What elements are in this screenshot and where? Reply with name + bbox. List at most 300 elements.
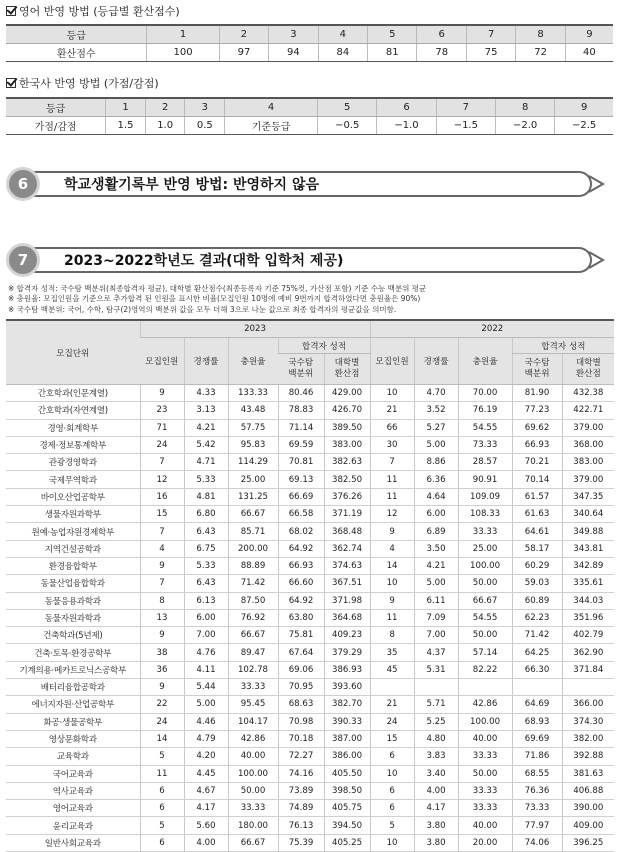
data-cell: 76.36 — [512, 782, 562, 799]
data-cell: 7.00 — [184, 627, 228, 644]
data-cell: 40.00 — [228, 748, 278, 765]
data-cell: 5.00 — [184, 696, 228, 713]
data-cell: 376.26 — [324, 488, 370, 505]
unit-name-cell: 바이오산업공학부 — [6, 488, 140, 505]
data-cell: 362.74 — [324, 540, 370, 557]
data-cell: 15 — [370, 730, 414, 747]
data-cell: 66.67 — [228, 627, 278, 644]
grade-value-cell: 1.5 — [106, 117, 146, 135]
data-cell: 24 — [140, 713, 184, 730]
data-cell: 362.90 — [562, 644, 614, 661]
data-cell: 71.86 — [512, 748, 562, 765]
data-cell: 379.00 — [562, 419, 614, 436]
data-cell: 61.63 — [512, 506, 562, 523]
data-cell: 23 — [140, 402, 184, 419]
grade-value-cell: 94 — [269, 44, 318, 62]
data-cell: 68.63 — [278, 696, 324, 713]
data-cell: 76.92 — [228, 609, 278, 626]
data-cell: 80.46 — [278, 385, 324, 402]
univ-score-header: 대학별 환산점 — [324, 354, 370, 385]
data-cell: 102.78 — [228, 661, 278, 678]
data-cell: 70.81 — [278, 454, 324, 471]
unit-name-cell: 에너지자원·산업공학부 — [6, 696, 140, 713]
data-cell: 61.57 — [512, 488, 562, 505]
unit-name-cell: 화공·생물공학부 — [6, 713, 140, 730]
data-cell: 11 — [370, 471, 414, 488]
data-cell — [370, 679, 414, 696]
data-cell: 344.03 — [562, 592, 614, 609]
unit-name-cell: 간호학과(자연계열) — [6, 402, 140, 419]
data-cell: 64.92 — [278, 540, 324, 557]
data-cell: 81.90 — [512, 385, 562, 402]
table-row — [6, 557, 614, 574]
data-cell: 15 — [140, 506, 184, 523]
data-cell: 6.36 — [414, 471, 458, 488]
data-cell: 5.25 — [414, 713, 458, 730]
data-cell: 6.80 — [184, 506, 228, 523]
data-cell: 62.23 — [512, 609, 562, 626]
unit-name-cell: 교육학과 — [6, 748, 140, 765]
data-cell: 57.75 — [228, 419, 278, 436]
data-cell: 3.50 — [414, 540, 458, 557]
data-cell: 60.89 — [512, 592, 562, 609]
data-cell: 21 — [370, 402, 414, 419]
data-cell: 43.48 — [228, 402, 278, 419]
history-title-text: 한국사 반영 방법 (가점/감점) — [19, 77, 159, 90]
data-cell: 25.00 — [458, 540, 512, 557]
data-cell: 340.64 — [562, 506, 614, 523]
grade-cell: 4 — [318, 25, 367, 44]
data-cell: 6.13 — [184, 592, 228, 609]
data-cell: 40.00 — [458, 730, 512, 747]
data-cell: 22 — [140, 696, 184, 713]
data-cell: 422.71 — [562, 402, 614, 419]
data-cell: 66.58 — [278, 506, 324, 523]
data-cell: 69.69 — [512, 730, 562, 747]
data-cell: 64.61 — [512, 523, 562, 540]
data-cell: 405.75 — [324, 800, 370, 817]
data-cell: 383.00 — [324, 436, 370, 453]
data-cell: 3.83 — [414, 748, 458, 765]
data-cell: 54.55 — [458, 419, 512, 436]
grade-header-label: 등급 — [6, 25, 147, 44]
data-cell: 405.50 — [324, 765, 370, 782]
data-cell: 382.70 — [324, 696, 370, 713]
data-cell: 131.25 — [228, 488, 278, 505]
footnotes — [8, 284, 426, 315]
unit-name-cell: 일반사회교육과 — [6, 834, 140, 851]
data-cell: 109.09 — [458, 488, 512, 505]
data-cell: 90.91 — [458, 471, 512, 488]
table-row — [6, 748, 614, 765]
data-cell: 4.33 — [184, 385, 228, 402]
grade-value-cell: 0.5 — [185, 117, 225, 135]
grade-cell: 2 — [219, 25, 268, 44]
grade-value-cell: −2.5 — [555, 117, 613, 135]
data-cell: 87.50 — [228, 592, 278, 609]
table-row — [6, 540, 614, 557]
data-cell: 374.30 — [562, 713, 614, 730]
data-cell: 386.93 — [324, 661, 370, 678]
unit-name-cell: 경영·회계학부 — [6, 419, 140, 436]
data-cell: 14 — [370, 557, 414, 574]
data-cell: 82.22 — [458, 661, 512, 678]
data-cell: 6.11 — [414, 592, 458, 609]
table-row — [6, 454, 614, 471]
data-cell: 4.45 — [184, 765, 228, 782]
data-cell: 10 — [370, 385, 414, 402]
data-cell: 69.59 — [278, 436, 324, 453]
unit-name-cell: 영어교육과 — [6, 800, 140, 817]
data-cell: 70.18 — [278, 730, 324, 747]
footnote: ※ 국수탐 백분위: 국어, 수학, 탐구(2)영역의 백분위 값을 모두 더해 3으로 나눈 값으로 최종 합격자의 평균값을 의미함. — [8, 304, 397, 314]
data-cell: 6.43 — [184, 575, 228, 592]
unit-name-cell: 경제·정보통계학부 — [6, 436, 140, 453]
data-cell: 5.33 — [184, 557, 228, 574]
data-cell: 7 — [140, 523, 184, 540]
data-cell: 6.00 — [184, 609, 228, 626]
data-cell: 70.98 — [278, 713, 324, 730]
grade-value-cell: 75 — [466, 44, 515, 62]
data-cell: 3.13 — [184, 402, 228, 419]
data-cell: 5.33 — [184, 471, 228, 488]
data-cell: 10 — [370, 765, 414, 782]
data-cell: 5.71 — [414, 696, 458, 713]
data-cell: 66 — [370, 419, 414, 436]
unit-name-cell: 역사교육과 — [6, 782, 140, 799]
data-cell: 68.02 — [278, 523, 324, 540]
grade-value-cell: −1.5 — [436, 117, 495, 135]
data-cell: 5.60 — [184, 817, 228, 834]
data-cell: 78.83 — [278, 402, 324, 419]
grade-value-cell: 97 — [219, 44, 268, 62]
data-cell: 35 — [370, 644, 414, 661]
data-cell: 371.84 — [562, 661, 614, 678]
table-row — [6, 661, 614, 678]
table-row — [6, 471, 614, 488]
data-cell: 405.25 — [324, 834, 370, 851]
data-cell: 20.00 — [458, 834, 512, 851]
data-cell: 366.00 — [562, 696, 614, 713]
grade-row-label: 가점/감점 — [6, 117, 106, 135]
data-cell: 9 — [140, 627, 184, 644]
data-cell: 64.25 — [512, 644, 562, 661]
data-cell: 4.17 — [414, 800, 458, 817]
unit-name-cell: 국어교육과 — [6, 765, 140, 782]
data-cell: 88.89 — [228, 557, 278, 574]
english-title-text: 영어 반영 방법 (등급별 환산점수) — [19, 5, 180, 18]
data-cell: 72.27 — [278, 748, 324, 765]
data-cell: 392.88 — [562, 748, 614, 765]
table-row — [6, 402, 614, 419]
table-row — [6, 419, 614, 436]
data-cell: 73.33 — [458, 436, 512, 453]
data-cell: 5.31 — [414, 661, 458, 678]
data-cell: 382.00 — [562, 730, 614, 747]
section-title: 학교생활기록부 반영 방법: 반영하지 않음 — [64, 177, 320, 193]
data-cell: 69.13 — [278, 471, 324, 488]
data-cell: 383.00 — [562, 454, 614, 471]
data-cell: 73.33 — [512, 800, 562, 817]
data-cell: 12 — [370, 506, 414, 523]
data-cell: 371.19 — [324, 506, 370, 523]
data-cell: 3.80 — [414, 817, 458, 834]
table-row — [6, 436, 614, 453]
data-cell: 200.00 — [228, 540, 278, 557]
table-row — [6, 575, 614, 592]
section-7-heading — [6, 243, 611, 277]
data-cell: 5.00 — [414, 436, 458, 453]
data-cell: 50.00 — [458, 765, 512, 782]
grade-value-cell: 기준등급 — [225, 117, 318, 135]
grade-value-cell: 78 — [417, 44, 466, 62]
data-cell: 429.00 — [324, 385, 370, 402]
data-cell: 59.03 — [512, 575, 562, 592]
data-cell: 4 — [370, 540, 414, 557]
table-row — [6, 679, 614, 696]
data-cell: 347.35 — [562, 488, 614, 505]
grade-cell: 9 — [565, 25, 613, 44]
grade-cell: 9 — [555, 98, 613, 117]
data-cell: 9 — [140, 385, 184, 402]
data-cell: 9 — [370, 592, 414, 609]
data-cell: 76.19 — [458, 402, 512, 419]
grade-cell: 6 — [417, 25, 466, 44]
data-cell: 3.40 — [414, 765, 458, 782]
unit-name-cell: 간호학과(인문계열) — [6, 385, 140, 402]
data-cell: 60.29 — [512, 557, 562, 574]
data-cell: 28.57 — [458, 454, 512, 471]
data-cell: 66.30 — [512, 661, 562, 678]
data-cell: 4.64 — [414, 488, 458, 505]
data-cell: 75.81 — [278, 627, 324, 644]
data-cell: 21 — [370, 696, 414, 713]
data-cell: 85.71 — [228, 523, 278, 540]
data-cell: 11 — [370, 488, 414, 505]
data-cell: 104.17 — [228, 713, 278, 730]
unit-name-cell: 윤리교육과 — [6, 817, 140, 834]
table-row — [6, 385, 614, 402]
data-cell: 3.80 — [414, 834, 458, 851]
data-cell: 7 — [140, 575, 184, 592]
data-cell: 374.63 — [324, 557, 370, 574]
grade-cell: 5 — [318, 98, 377, 117]
data-cell: 70.00 — [458, 385, 512, 402]
data-cell: 4.81 — [184, 488, 228, 505]
grade-cell: 2 — [145, 98, 185, 117]
arrow-right-icon — [589, 251, 609, 269]
data-cell: 40.00 — [458, 817, 512, 834]
year-2022-header: 2022 — [370, 320, 614, 338]
grade-value-cell: −1.0 — [377, 117, 436, 135]
data-cell: 100.00 — [228, 765, 278, 782]
data-cell: 6 — [370, 800, 414, 817]
table-row — [6, 800, 614, 817]
data-cell: 68.93 — [512, 713, 562, 730]
data-cell: 6 — [370, 748, 414, 765]
grade-cell: 8 — [516, 25, 565, 44]
data-cell: 382.50 — [324, 471, 370, 488]
data-cell: 66.67 — [458, 592, 512, 609]
data-cell: 50.00 — [458, 627, 512, 644]
data-cell: 64.69 — [512, 696, 562, 713]
data-cell: 14 — [140, 730, 184, 747]
history-grade-table — [6, 97, 613, 135]
data-cell: 114.29 — [228, 454, 278, 471]
data-cell: 5 — [140, 817, 184, 834]
data-cell: 8 — [370, 627, 414, 644]
data-cell: 33.33 — [228, 800, 278, 817]
data-cell: 24 — [140, 436, 184, 453]
data-cell: 33.33 — [458, 523, 512, 540]
data-cell: 70.14 — [512, 471, 562, 488]
quota-header: 모집인원 — [140, 338, 184, 385]
table-row — [6, 488, 614, 505]
data-cell: 4.71 — [184, 454, 228, 471]
data-cell: 4.76 — [184, 644, 228, 661]
data-cell: 390.00 — [562, 800, 614, 817]
data-cell: 69.06 — [278, 661, 324, 678]
english-grade-table — [6, 24, 613, 62]
data-cell — [562, 679, 614, 696]
data-cell: 4.00 — [184, 834, 228, 851]
table-row — [6, 730, 614, 747]
data-cell: 390.33 — [324, 713, 370, 730]
data-cell: 4.79 — [184, 730, 228, 747]
unit-name-cell: 동물산업융합학과 — [6, 575, 140, 592]
data-cell: 74.89 — [278, 800, 324, 817]
grade-cell: 1 — [106, 98, 146, 117]
data-cell: 76.13 — [278, 817, 324, 834]
data-cell: 66.67 — [228, 506, 278, 523]
data-cell: 50.00 — [228, 782, 278, 799]
data-cell: 36 — [140, 661, 184, 678]
data-cell: 6.75 — [184, 540, 228, 557]
data-cell: 4.37 — [414, 644, 458, 661]
grade-value-cell: 1.0 — [145, 117, 185, 135]
data-cell: 6 — [140, 800, 184, 817]
data-cell: 5.27 — [414, 419, 458, 436]
data-cell: 379.29 — [324, 644, 370, 661]
table-row — [6, 782, 614, 799]
data-cell: 66.93 — [278, 557, 324, 574]
data-cell: 368.00 — [562, 436, 614, 453]
data-cell: 66.60 — [278, 575, 324, 592]
unit-name-cell: 영상문화학과 — [6, 730, 140, 747]
data-cell: 394.50 — [324, 817, 370, 834]
data-cell: 5.00 — [414, 575, 458, 592]
english-section-title — [6, 3, 180, 19]
unit-name-cell: 지역건설공학과 — [6, 540, 140, 557]
data-cell: 398.50 — [324, 782, 370, 799]
data-cell: 100.00 — [458, 557, 512, 574]
grade-cell: 5 — [368, 25, 417, 44]
checkbox-icon — [6, 6, 16, 16]
grade-row-label: 환산점수 — [6, 44, 147, 62]
data-cell: 9 — [140, 557, 184, 574]
data-cell: 335.61 — [562, 575, 614, 592]
data-cell: 9 — [370, 523, 414, 540]
section-number-badge: 6 — [6, 167, 40, 201]
data-cell: 382.63 — [324, 454, 370, 471]
data-cell: 71.42 — [228, 575, 278, 592]
grade-cell: 1 — [147, 25, 219, 44]
data-cell: 66.69 — [278, 488, 324, 505]
data-cell: 57.14 — [458, 644, 512, 661]
data-cell: 5 — [370, 817, 414, 834]
grade-value-cell: 81 — [368, 44, 417, 62]
data-cell: 4.20 — [184, 748, 228, 765]
data-cell: 4.00 — [414, 782, 458, 799]
data-cell: 11 — [140, 765, 184, 782]
data-cell: 4.11 — [184, 661, 228, 678]
data-cell: 70.21 — [512, 454, 562, 471]
data-cell: 16 — [140, 488, 184, 505]
data-cell: 368.48 — [324, 523, 370, 540]
table-row — [6, 713, 614, 730]
data-cell: 379.00 — [562, 471, 614, 488]
data-cell: 77.23 — [512, 402, 562, 419]
data-cell: 4.21 — [184, 419, 228, 436]
data-cell: 389.50 — [324, 419, 370, 436]
grade-cell: 4 — [225, 98, 318, 117]
data-cell: 406.88 — [562, 782, 614, 799]
kst-percentile-header: 국수탐 백분위 — [512, 354, 562, 385]
admit-scores-header: 합격자 성적 — [278, 338, 370, 354]
data-cell: 89.47 — [228, 644, 278, 661]
data-cell: 8.86 — [414, 454, 458, 471]
data-cell: 33.33 — [228, 679, 278, 696]
kst-percentile-header: 국수탐 백분위 — [278, 354, 324, 385]
data-cell: 3.52 — [414, 402, 458, 419]
data-cell: 432.38 — [562, 385, 614, 402]
data-cell: 33.33 — [458, 748, 512, 765]
table-row — [6, 592, 614, 609]
grade-cell: 6 — [377, 98, 436, 117]
univ-score-header: 대학별 환산점 — [562, 354, 614, 385]
fill-rate-header: 충원율 — [458, 338, 512, 385]
data-cell: 381.63 — [562, 765, 614, 782]
data-cell: 10 — [370, 834, 414, 851]
history-section-title — [6, 75, 159, 91]
admit-scores-header: 합격자 성적 — [512, 338, 614, 354]
unit-name-cell: 배터리융합공학과 — [6, 679, 140, 696]
year-2023-header: 2023 — [140, 320, 370, 338]
data-cell: 6.00 — [414, 506, 458, 523]
unit-name-cell: 생물자원과학부 — [6, 506, 140, 523]
data-cell: 4.80 — [414, 730, 458, 747]
data-cell: 409.00 — [562, 817, 614, 834]
data-cell: 409.23 — [324, 627, 370, 644]
unit-name-cell: 건축·토목·환경공학부 — [6, 644, 140, 661]
table-row — [6, 627, 614, 644]
grade-cell: 3 — [185, 98, 225, 117]
data-cell — [414, 679, 458, 696]
data-cell: 74.16 — [278, 765, 324, 782]
footnote: ※ 충원율: 모집인원을 기준으로 추가합격 된 인원을 표시한 비율(모집인원 10명에 예비 9번까지 합격하였다면 충원율은 90%) — [8, 294, 421, 304]
competition-header: 경쟁률 — [414, 338, 458, 385]
data-cell: 12 — [140, 471, 184, 488]
data-cell: 343.81 — [562, 540, 614, 557]
data-cell: 402.79 — [562, 627, 614, 644]
grade-header-label: 등급 — [6, 98, 106, 117]
unit-name-cell: 국제무역학과 — [6, 471, 140, 488]
data-cell: 24 — [370, 713, 414, 730]
grade-cell: 3 — [269, 25, 318, 44]
table-row — [6, 765, 614, 782]
data-cell: 4.21 — [414, 557, 458, 574]
data-cell: 6.43 — [184, 523, 228, 540]
